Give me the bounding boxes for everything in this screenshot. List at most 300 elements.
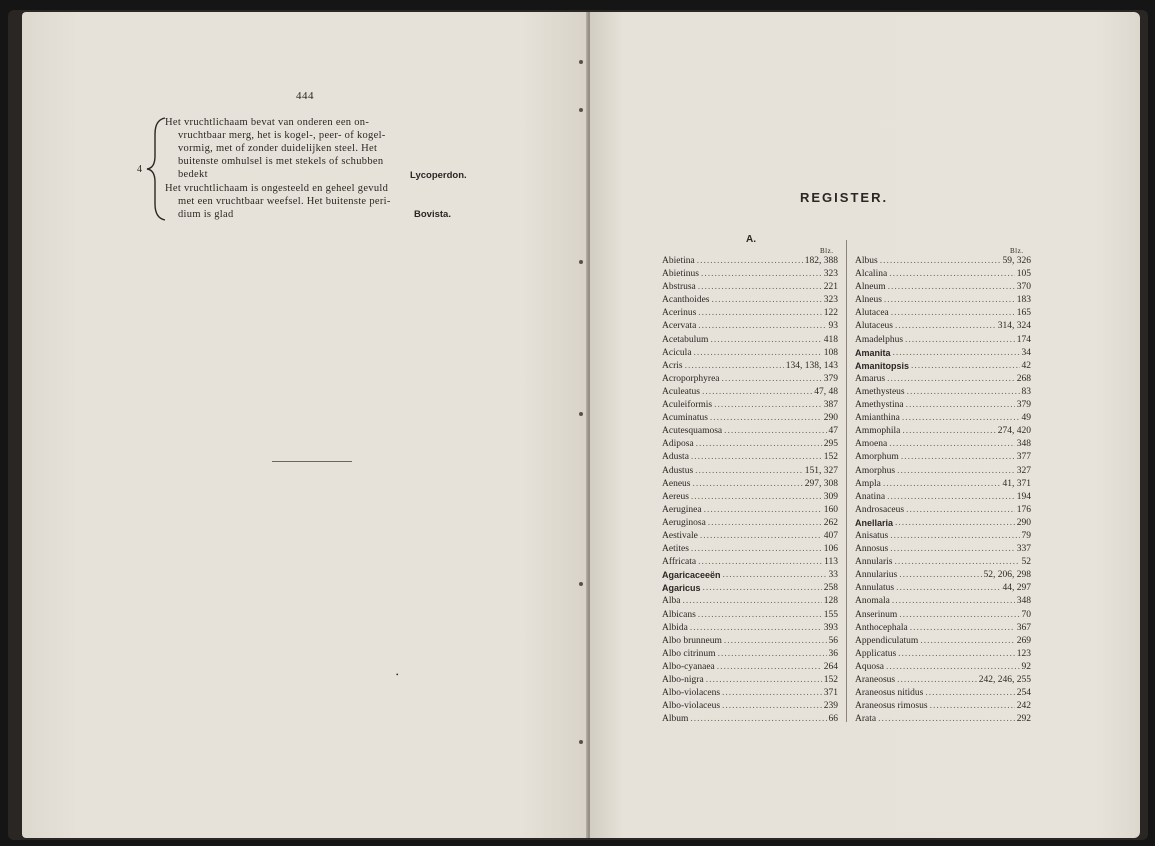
entry-pages: 182, 388 — [804, 256, 838, 266]
entry-name: Aculeiformis — [662, 400, 713, 411]
leader-dots — [925, 687, 1014, 700]
leader-dots — [884, 294, 1015, 307]
entry-pages: 393 — [823, 622, 838, 633]
entry-pages: 33 — [828, 570, 838, 581]
entry-pages: 295 — [823, 439, 838, 450]
lead-line: dium is glad — [178, 209, 234, 220]
leader-dots — [889, 438, 1015, 451]
lead-line: vruchtbaar merg, het is kogel-, peer- of kogel- — [178, 130, 386, 141]
leader-dots — [706, 674, 822, 687]
binding-stitch — [579, 260, 583, 264]
entry-pages: 297, 308 — [804, 478, 838, 489]
entry-name: Albo-nigra — [662, 675, 704, 685]
entry-pages: 309 — [823, 491, 838, 502]
key-brace — [145, 116, 167, 222]
leader-dots — [698, 609, 822, 622]
entry-name: Aquosa — [855, 661, 885, 672]
entry-pages: 323 — [823, 269, 838, 280]
index-entry — [855, 320, 1031, 333]
leader-dots — [906, 399, 1015, 412]
leader-dots — [722, 687, 822, 700]
index-entry — [855, 386, 1031, 399]
entry-pages: 262 — [823, 517, 838, 528]
entry-name: Agaricus — [662, 583, 701, 594]
index-entry — [855, 425, 1031, 438]
index-entry — [855, 674, 1031, 687]
entry-pages: 47 — [828, 426, 838, 437]
index-entry — [855, 543, 1031, 556]
entry-name: Albo-violacens — [662, 688, 721, 699]
entry-name: Araneosus rimosus — [855, 701, 928, 712]
index-entry — [662, 334, 838, 347]
index-entry — [662, 425, 838, 438]
entry-name: Amorphum — [855, 452, 899, 463]
entry-pages: 34 — [1021, 347, 1031, 358]
entry-name: Acutesquamosa — [662, 426, 723, 437]
entry-pages: 387 — [823, 400, 838, 411]
leader-dots — [682, 595, 821, 608]
entry-pages: 367 — [1016, 622, 1031, 633]
index-entry — [855, 713, 1031, 726]
entry-name: Araneosus — [855, 675, 896, 685]
index-entry — [662, 307, 838, 320]
entry-pages: 108 — [823, 347, 838, 358]
entry-name: Abietinus — [662, 269, 699, 280]
index-entry — [662, 255, 838, 268]
index-entry — [855, 569, 1031, 582]
entry-name: Annosus — [855, 544, 889, 555]
leader-dots — [895, 517, 1015, 530]
index-entry — [855, 438, 1031, 451]
index-entry — [855, 465, 1031, 478]
entry-pages: 36 — [828, 648, 838, 659]
entry-name: Acicula — [662, 347, 692, 358]
key-number: 4 — [137, 164, 142, 175]
entry-name: Araneosus nitidus — [855, 688, 924, 699]
index-entry — [662, 674, 838, 687]
entry-name: Amianthina — [855, 413, 900, 424]
entry-name: Annularius — [855, 570, 898, 581]
genus-lycoperdon: Lycoperdon. — [410, 170, 467, 181]
entry-pages: 327 — [1016, 465, 1031, 476]
entry-pages: 155 — [823, 609, 838, 620]
index-entry — [662, 320, 838, 333]
leader-dots — [724, 425, 826, 438]
entry-name: Ammophila — [855, 426, 901, 437]
entry-name: Appendiculatum — [855, 635, 919, 646]
leader-dots — [907, 386, 1020, 399]
entry-name: Aetites — [662, 544, 689, 555]
entry-pages: 258 — [823, 583, 838, 594]
entry-name: Aculeatus — [662, 386, 700, 397]
index-entry — [855, 700, 1031, 713]
entry-pages: 70 — [1021, 609, 1031, 620]
index-entry — [662, 661, 838, 674]
index-entry — [855, 347, 1031, 360]
index-entry — [855, 255, 1031, 268]
entry-pages: 93 — [828, 321, 838, 332]
entry-pages: 194 — [1016, 491, 1031, 502]
index-entry — [662, 438, 838, 451]
leader-dots — [693, 478, 803, 491]
index-entry — [662, 412, 838, 425]
leader-dots — [895, 320, 996, 333]
entry-pages: 83 — [1021, 386, 1031, 397]
lead-line: Het vruchtlichaam bevat van onderen een on- — [165, 117, 370, 128]
index-entry — [662, 622, 838, 635]
binding-stitch — [579, 108, 583, 112]
entry-pages: 176 — [1016, 504, 1031, 515]
entry-name: Acanthoides — [662, 295, 710, 306]
leader-dots — [712, 294, 822, 307]
index-entry — [662, 713, 838, 726]
entry-name: Abietina — [662, 256, 695, 266]
entry-name: Applicatus — [855, 648, 897, 659]
leader-dots — [890, 530, 1019, 543]
leader-dots — [897, 674, 977, 687]
entry-pages: 268 — [1016, 373, 1031, 384]
entry-name: Adiposa — [662, 439, 694, 450]
entry-name: Amanita — [855, 347, 891, 358]
entry-name: Alba — [662, 596, 681, 607]
entry-pages: 152 — [823, 452, 838, 463]
index-entry — [662, 386, 838, 399]
entry-name: Albicans — [662, 609, 696, 620]
leader-dots — [697, 255, 803, 268]
index-entry — [662, 687, 838, 700]
index-entry — [662, 294, 838, 307]
entry-pages: 56 — [828, 635, 838, 646]
leader-dots — [723, 569, 827, 582]
entry-pages: 242 — [1016, 701, 1031, 712]
index-column-1 — [662, 255, 838, 726]
index-entry — [662, 347, 838, 360]
index-entry — [662, 451, 838, 464]
entry-pages: 292 — [1016, 714, 1031, 725]
column-divider — [846, 240, 847, 722]
index-entry — [855, 294, 1031, 307]
entry-pages: 221 — [823, 282, 838, 293]
entry-name: Adustus — [662, 465, 694, 476]
entry-pages: 152 — [823, 675, 838, 685]
entry-name: Alneus — [855, 295, 882, 306]
leader-dots — [910, 622, 1015, 635]
leader-dots — [698, 320, 826, 333]
index-entry — [662, 491, 838, 504]
leader-dots — [690, 713, 826, 726]
index-entry — [855, 582, 1031, 595]
entry-pages: 160 — [823, 504, 838, 515]
index-entry — [662, 530, 838, 543]
entry-name: Amethysteus — [855, 386, 905, 397]
entry-name: Alcalina — [855, 269, 888, 280]
entry-name: Anomala — [855, 596, 890, 607]
leader-dots — [701, 268, 822, 281]
leader-dots — [930, 700, 1015, 713]
leader-dots — [708, 517, 822, 530]
leader-dots — [695, 465, 803, 478]
index-entry — [855, 530, 1031, 543]
binding-stitch — [579, 582, 583, 586]
entry-name: Anserinum — [855, 609, 898, 620]
leader-dots — [887, 373, 1015, 386]
printer-mark: • — [396, 671, 399, 679]
leader-dots — [880, 255, 1001, 268]
leader-dots — [724, 635, 827, 648]
entry-name: Adusta — [662, 452, 689, 463]
entry-pages: 113 — [824, 557, 838, 568]
entry-pages: 92 — [1021, 661, 1031, 672]
leader-dots — [897, 465, 1015, 478]
leader-dots — [685, 360, 784, 373]
index-entry — [662, 281, 838, 294]
index-entry — [855, 687, 1031, 700]
leader-dots — [890, 543, 1014, 556]
entry-name: Album — [662, 714, 689, 725]
lead-line: Het vruchtlichaam is ongesteeld en geheel gevuld — [165, 183, 389, 194]
index-entry — [855, 635, 1031, 648]
index-entry — [855, 412, 1031, 425]
index-entry — [855, 556, 1031, 569]
leader-dots — [902, 412, 1020, 425]
index-entry — [855, 360, 1031, 373]
leader-dots — [722, 373, 822, 386]
leader-dots — [700, 530, 822, 543]
entry-name: Abstrusa — [662, 282, 696, 293]
key-lead-1 — [165, 116, 423, 181]
entry-pages: 123 — [1016, 648, 1031, 659]
entry-name: Ampla — [855, 478, 881, 489]
entry-name: Arata — [855, 714, 877, 725]
entry-name: Amoena — [855, 439, 888, 450]
index-entry — [662, 609, 838, 622]
blz-label: Blz. — [820, 247, 834, 255]
leader-dots — [704, 504, 822, 517]
entry-pages: 151, 327 — [804, 465, 838, 476]
leader-dots — [717, 661, 822, 674]
leader-dots — [690, 622, 822, 635]
entry-pages: 379 — [823, 373, 838, 384]
entry-pages: 79 — [1021, 530, 1031, 541]
entry-name: Albus — [855, 256, 878, 266]
leader-dots — [920, 635, 1014, 648]
lead-line: bedekt — [178, 169, 208, 180]
divider-rule — [272, 461, 352, 462]
entry-name: Anellaria — [855, 517, 894, 528]
entry-pages: 407 — [823, 530, 838, 541]
entry-pages: 49 — [1021, 413, 1031, 424]
entry-pages: 122 — [823, 308, 838, 319]
leader-dots — [901, 451, 1015, 464]
entry-name: Agaricaceeën — [662, 570, 721, 581]
entry-name: Affricata — [662, 557, 697, 568]
binding-stitch — [579, 412, 583, 416]
index-entry — [662, 517, 838, 530]
index-entry — [662, 478, 838, 491]
entry-pages: 174 — [1016, 334, 1031, 345]
entry-name: Annularis — [855, 557, 893, 568]
index-entry — [855, 491, 1031, 504]
entry-pages: 183 — [1016, 295, 1031, 306]
index-entry — [662, 569, 838, 582]
index-entry — [855, 451, 1031, 464]
entry-pages: 239 — [823, 701, 838, 712]
leader-dots — [898, 648, 1015, 661]
leader-dots — [703, 582, 822, 595]
entry-name: Aeneus — [662, 478, 691, 489]
entry-pages: 370 — [1016, 282, 1031, 293]
entry-pages: 348 — [1016, 439, 1031, 450]
entry-pages: 59, 326 — [1002, 256, 1031, 266]
entry-name: Aereus — [662, 491, 689, 502]
leader-dots — [883, 478, 1001, 491]
entry-name: Acris — [662, 360, 683, 371]
leader-dots — [892, 595, 1015, 608]
leader-dots — [888, 281, 1015, 294]
index-entry — [855, 504, 1031, 517]
entry-pages: 44, 297 — [1002, 583, 1031, 594]
binding-stitch — [579, 740, 583, 744]
leader-dots — [696, 438, 822, 451]
entry-name: Alutaceus — [855, 321, 893, 332]
genus-bovista: Bovista. — [414, 209, 451, 220]
index-entry — [662, 556, 838, 569]
leader-dots — [691, 543, 822, 556]
entry-pages: 254 — [1016, 688, 1031, 699]
index-entry — [662, 635, 838, 648]
leader-dots — [899, 609, 1019, 622]
entry-name: Annulatus — [855, 583, 895, 594]
entry-name: Anatina — [855, 491, 886, 502]
index-entry — [855, 399, 1031, 412]
index-entry — [855, 517, 1031, 530]
leader-dots — [691, 451, 822, 464]
entry-pages: 134, 138, 143 — [785, 360, 838, 371]
entry-pages: 106 — [823, 544, 838, 555]
entry-name: Anthocephala — [855, 622, 908, 633]
entry-pages: 165 — [1016, 308, 1031, 319]
entry-name: Aeruginosa — [662, 517, 706, 528]
index-entry — [662, 373, 838, 386]
register-title: REGISTER. — [800, 190, 889, 205]
index-entry — [855, 478, 1031, 491]
index-entry — [855, 622, 1031, 635]
index-column-2 — [855, 255, 1031, 726]
index-entry — [662, 465, 838, 478]
leader-dots — [905, 334, 1015, 347]
leader-dots — [691, 491, 822, 504]
index-entry — [855, 307, 1031, 320]
lead-line: met een vruchtbaar weefsel. Het buitenste peri- — [178, 196, 391, 207]
entry-pages: 371 — [823, 688, 838, 699]
entry-pages: 42 — [1021, 360, 1031, 371]
leader-dots — [694, 347, 822, 360]
leader-dots — [893, 347, 1020, 360]
entry-pages: 348 — [1016, 596, 1031, 607]
entry-name: Acetabulum — [662, 334, 709, 345]
leader-dots — [886, 661, 1019, 674]
page-number: 444 — [296, 90, 314, 102]
entry-pages: 290 — [823, 413, 838, 424]
entry-pages: 264 — [823, 661, 838, 672]
leader-dots — [710, 412, 822, 425]
entry-name: Albo citrinum — [662, 648, 716, 659]
entry-name: Amadelphus — [855, 334, 904, 345]
leader-dots — [889, 268, 1015, 281]
index-entry — [662, 648, 838, 661]
entry-pages: 52, 206, 298 — [983, 570, 1031, 581]
entry-pages: 242, 246, 255 — [978, 675, 1031, 685]
leader-dots — [894, 556, 1019, 569]
entry-name: Anisatus — [855, 530, 889, 541]
entry-name: Albo brunneum — [662, 635, 722, 646]
entry-name: Amorphus — [855, 465, 896, 476]
leader-dots — [718, 648, 827, 661]
entry-name: Albo-cyanaea — [662, 661, 715, 672]
entry-name: Aestivale — [662, 530, 698, 541]
index-entry — [662, 360, 838, 373]
entry-name: Amethystina — [855, 400, 904, 411]
leader-dots — [698, 556, 822, 569]
leader-dots — [906, 504, 1015, 517]
entry-name: Albo-violaceus — [662, 701, 721, 712]
leader-dots — [698, 281, 822, 294]
entry-name: Alneum — [855, 282, 886, 293]
index-entry — [662, 399, 838, 412]
index-entry — [855, 281, 1031, 294]
entry-pages: 314, 324 — [997, 321, 1031, 332]
index-entry — [662, 700, 838, 713]
index-entry — [855, 648, 1031, 661]
entry-name: Amanitopsis — [855, 360, 910, 371]
index-entry — [662, 504, 838, 517]
entry-name: Aeruginea — [662, 504, 702, 515]
index-entry — [855, 595, 1031, 608]
entry-pages: 377 — [1016, 452, 1031, 463]
leader-dots — [722, 700, 822, 713]
index-entry — [855, 373, 1031, 386]
leader-dots — [891, 307, 1015, 320]
leader-dots — [878, 713, 1015, 726]
leader-dots — [896, 582, 1000, 595]
entry-pages: 41, 371 — [1002, 478, 1031, 489]
lead-line: buitenste omhulsel is met stekels of schubben — [178, 156, 384, 167]
leader-dots — [698, 307, 821, 320]
index-entry — [662, 595, 838, 608]
leader-dots — [902, 425, 995, 438]
index-entry — [662, 543, 838, 556]
entry-pages: 290 — [1016, 517, 1031, 528]
index-entry — [662, 268, 838, 281]
entry-name: Acervata — [662, 321, 697, 332]
index-entry — [855, 661, 1031, 674]
entry-pages: 379 — [1016, 400, 1031, 411]
entry-pages: 269 — [1016, 635, 1031, 646]
entry-pages: 274, 420 — [997, 426, 1031, 437]
leader-dots — [899, 569, 981, 582]
entry-pages: 66 — [828, 714, 838, 725]
index-entry — [855, 268, 1031, 281]
entry-pages: 337 — [1016, 544, 1031, 555]
entry-pages: 47, 48 — [814, 386, 838, 397]
entry-name: Acuminatus — [662, 413, 708, 424]
leader-dots — [887, 491, 1015, 504]
entry-pages: 52 — [1021, 557, 1031, 568]
leader-dots — [714, 399, 822, 412]
entry-name: Androsaceus — [855, 504, 905, 515]
lead-line: vormig, met of zonder duidelijken steel. Het — [178, 143, 378, 154]
entry-name: Acerinus — [662, 308, 697, 319]
